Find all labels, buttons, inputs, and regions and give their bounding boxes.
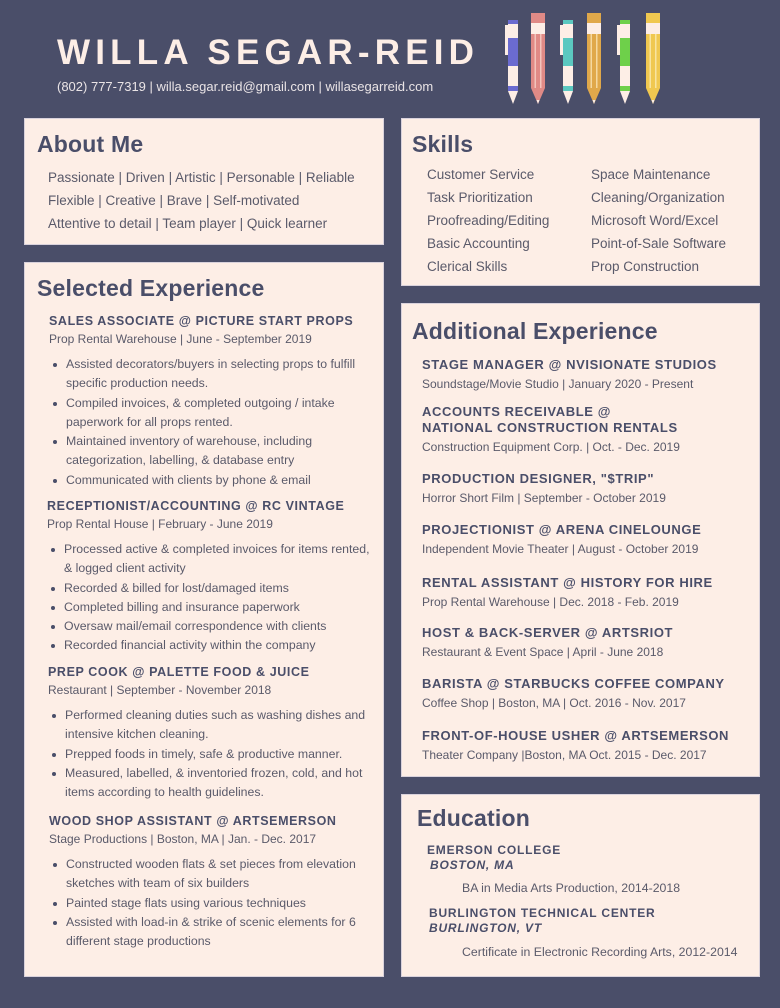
school-name: EMERSON COLLEGE — [427, 843, 562, 857]
pink-pencil-icon — [531, 13, 545, 104]
job-subtitle: Prop Rental Warehouse | Dec. 2018 - Feb. 2019 — [422, 595, 679, 609]
job-title: ACCOUNTS RECEIVABLE @ NATIONAL CONSTRUCTION RENTALS — [422, 404, 678, 435]
education-section — [401, 794, 760, 977]
skill-item: Task Prioritization — [427, 190, 533, 205]
section-title: Additional Experience — [412, 318, 658, 344]
skill-item: Proofreading/Editing — [427, 213, 550, 228]
job-bullet: Completed billing and insurance paperwork — [47, 598, 377, 617]
school-name: BURLINGTON TECHNICAL CENTER — [429, 906, 656, 920]
job-entry — [422, 404, 752, 454]
skill-item: Clerical Skills — [427, 259, 508, 274]
pens-and-pencils-icon — [503, 12, 673, 107]
contact-info: (802) 777-7319 | willa.segar.reid@gmail.com | willasegarreid.com — [57, 79, 434, 94]
green-pen-icon — [617, 20, 630, 104]
job-subtitle: Construction Equipment Corp. | Oct. - Dec. 2019 — [422, 440, 680, 454]
job-bullet: Performed cleaning duties such as washing dishes and intensive kitchen cleaning. — [48, 706, 378, 745]
resume-name: WILLA SEGAR-REID — [57, 33, 480, 72]
job-title: RENTAL ASSISTANT @ HISTORY FOR HIRE — [422, 575, 713, 590]
skills-section — [401, 118, 760, 286]
degree: BA in Media Arts Production, 2014-2018 — [462, 881, 681, 895]
yellow-pencil-icon — [646, 13, 660, 104]
skill-item: Basic Accounting — [427, 236, 530, 251]
job-bullet: Prepped foods in timely, safe & productive manner. — [48, 745, 378, 764]
job-title: HOST & BACK-SERVER @ ARTSRIOT — [422, 625, 674, 640]
job-entry — [422, 676, 752, 710]
job-subtitle: Prop Rental House | February - June 2019 — [47, 517, 273, 531]
skill-item: Point-of-Sale Software — [591, 236, 727, 251]
degree: Certificate in Electronic Recording Arts, 2012-2014 — [462, 945, 738, 959]
section-title: Selected Experience — [37, 275, 265, 301]
about-me-section — [24, 118, 384, 245]
job-entry — [49, 314, 379, 490]
teal-pen-icon — [560, 20, 573, 104]
skills-column-2 — [591, 163, 726, 278]
job-entry — [422, 575, 752, 609]
job-subtitle: Independent Movie Theater | August - October 2019 — [422, 542, 699, 556]
job-subtitle: Coffee Shop | Boston, MA | Oct. 2016 - Nov. 2017 — [422, 696, 686, 710]
job-title: STAGE MANAGER @ NVISIONATE STUDIOS — [422, 357, 717, 372]
job-bullet: Recorded financial activity within the company — [47, 636, 377, 655]
job-subtitle: Horror Short Film | September - October 2019 — [422, 491, 666, 505]
job-title: RECEPTIONIST/ACCOUNTING @ RC VINTAGE — [47, 499, 345, 513]
trait-line: Attentive to detail | Team player | Quick learner — [48, 216, 328, 231]
skill-item: Microsoft Word/Excel — [591, 213, 719, 228]
job-bullet: Recorded & billed for lost/damaged items — [47, 579, 377, 598]
job-subtitle: Restaurant | September - November 2018 — [48, 683, 272, 697]
job-entry — [422, 471, 752, 505]
skills-column-1 — [427, 163, 549, 278]
job-title: PRODUCTION DESIGNER, "$TRIP" — [422, 471, 655, 486]
job-subtitle: Prop Rental Warehouse | June - September 2019 — [49, 332, 312, 346]
job-bullet: Compiled invoices, & completed outgoing / intake paperwork for all props rented. — [49, 394, 379, 433]
job-bullet: Maintained inventory of warehouse, including categorization, labelling, & database entry — [49, 432, 379, 471]
job-bullet: Measured, labelled, & inventoried frozen, cold, and hot items according to health guidelines. — [48, 764, 378, 803]
job-subtitle: Stage Productions | Boston, MA | Jan. - Dec. 2017 — [49, 832, 317, 846]
job-bullet: Assisted with load-in & strike of scenic elements for 6 different stage productions — [49, 913, 379, 952]
job-entry — [422, 625, 752, 659]
school-location: BOSTON, MA — [430, 858, 515, 872]
job-title: PREP COOK @ PALETTE FOOD & JUICE — [48, 665, 310, 679]
job-entry — [422, 522, 752, 556]
job-subtitle: Theater Company |Boston, MA Oct. 2015 - Dec. 2017 — [422, 748, 707, 762]
selected-experience-section — [24, 262, 384, 977]
job-entry — [49, 814, 379, 951]
trait-line: Flexible | Creative | Brave | Self-motivated — [48, 193, 300, 208]
job-bullet: Painted stage flats using various techniques — [49, 894, 379, 913]
job-subtitle: Soundstage/Movie Studio | January 2020 - Present — [422, 377, 694, 391]
section-title: About Me — [37, 131, 144, 157]
section-title: Education — [417, 805, 530, 831]
additional-experience-section — [401, 303, 760, 777]
job-entry — [48, 665, 378, 802]
trait-line: Passionate | Driven | Artistic | Personable | Reliable — [48, 170, 355, 185]
job-subtitle: Restaurant & Event Space | April - June 2018 — [422, 645, 664, 659]
job-title: SALES ASSOCIATE @ PICTURE START PROPS — [49, 314, 354, 328]
job-entry — [422, 728, 752, 762]
blue-pen-icon — [505, 20, 518, 104]
skill-item: Prop Construction — [591, 259, 700, 274]
job-title: BARISTA @ STARBUCKS COFFEE COMPANY — [422, 676, 725, 691]
skill-item: Space Maintenance — [591, 167, 711, 182]
job-bullet: Communicated with clients by phone & email — [49, 471, 379, 490]
job-entry — [47, 499, 377, 656]
job-bullet: Constructed wooden flats & set pieces from elevation sketches with team of six builders — [49, 855, 379, 894]
job-bullet: Processed active & completed invoices for items rented, & logged client activity — [47, 540, 377, 579]
job-title: FRONT-OF-HOUSE USHER @ ARTSEMERSON — [422, 728, 730, 743]
job-bullet: Assisted decorators/buyers in selecting props to fulfill specific production needs. — [49, 355, 379, 394]
job-title: PROJECTIONIST @ ARENA CINELOUNGE — [422, 522, 702, 537]
job-bullet: Oversaw mail/email correspondence with clients — [47, 617, 377, 636]
skill-item: Cleaning/Organization — [591, 190, 725, 205]
orange-pencil-icon — [587, 13, 601, 104]
skill-item: Customer Service — [427, 167, 535, 182]
school-location: BURLINGTON, VT — [429, 921, 542, 935]
section-title: Skills — [412, 131, 474, 157]
job-entry — [422, 357, 752, 391]
job-title: WOOD SHOP ASSISTANT @ ARTSEMERSON — [49, 814, 337, 828]
